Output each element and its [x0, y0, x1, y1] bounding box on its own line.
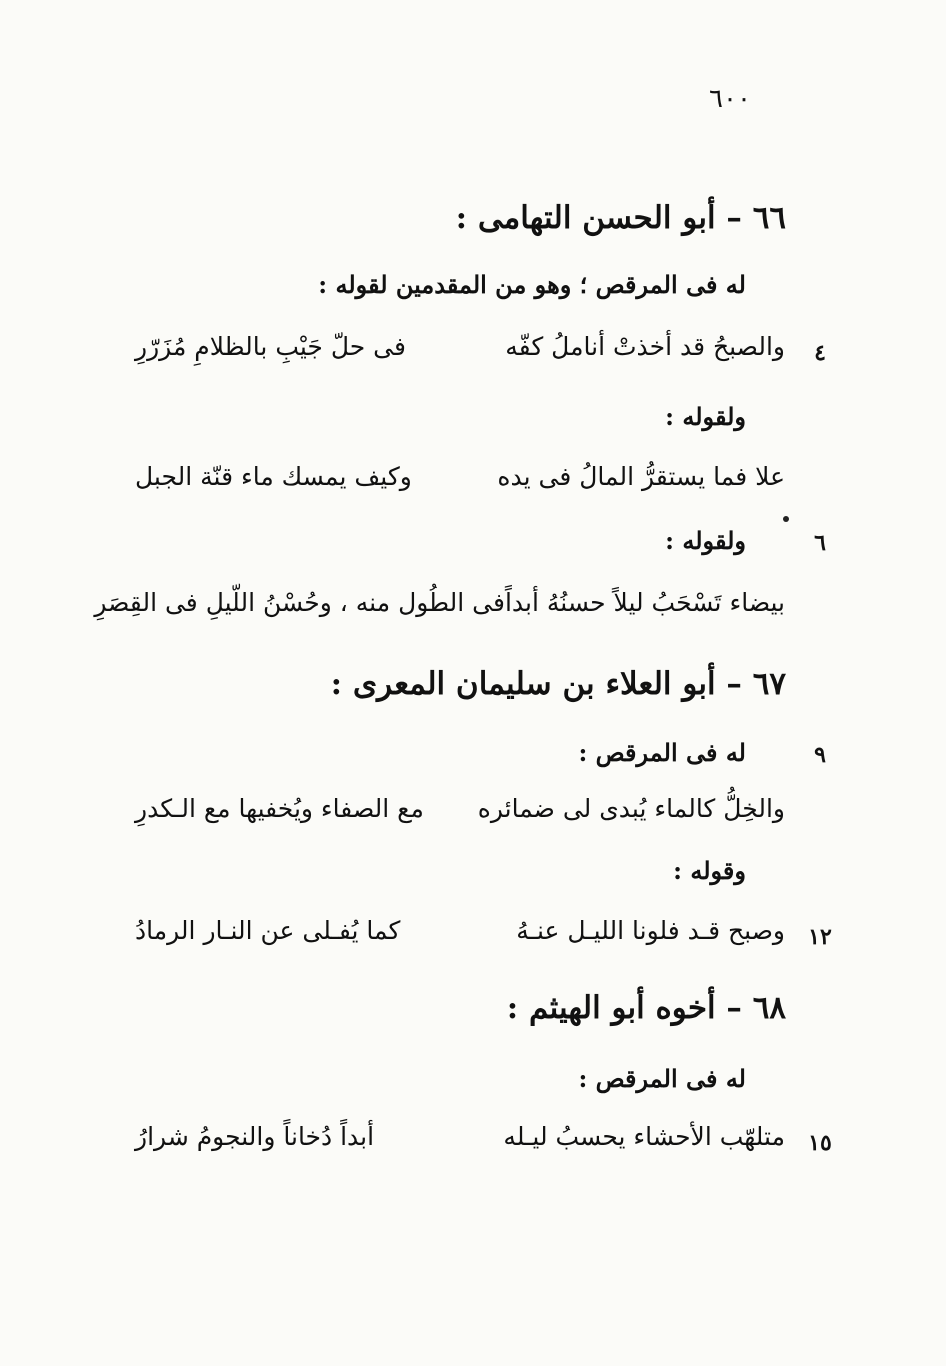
verse-1 — [135, 332, 785, 361]
intro-68: له فى المرقص : — [578, 1064, 746, 1093]
verse-6-second-hemistich: أبداً دُخاناً والنجومُ شرارُ — [135, 1122, 375, 1151]
and-his-saying-3: وقوله : — [673, 856, 746, 885]
section-heading-66: ٦٦ – أبو الحسن التهامى : — [455, 200, 786, 236]
section-heading-67: ٦٧ – أبو العلاء بن سليمان المعرى : — [330, 666, 786, 702]
verse-2-first-hemistich: علا فما يستقرُّ المالُ فى يده — [497, 462, 785, 491]
verse-3-second-hemistich: فى الطُول منه ، وحُسْنُ اللّيلِ فى القِصَرِ — [94, 588, 505, 617]
line-number-6: ٦ — [814, 530, 826, 556]
line-number-15: ١٥ — [808, 1130, 832, 1156]
and-his-saying-1: ولقوله : — [665, 402, 746, 431]
verse-5 — [135, 916, 785, 945]
line-number-12: ١٢ — [808, 924, 832, 950]
line-number-4: ٤ — [814, 340, 826, 366]
verse-4-first-hemistich: والخِلُّ كالماء يُبدى لى ضمائره — [477, 794, 785, 823]
verse-1-first-hemistich: والصبحُ قد أخذتْ أناملُ كفّه — [505, 332, 785, 361]
verse-6-first-hemistich: متلهّب الأحشاء يحسبُ ليـله — [503, 1122, 785, 1151]
verse-5-first-hemistich: وصبح قـد فلونا الليـل عنـهُ — [516, 916, 785, 945]
verse-4 — [135, 794, 785, 823]
line-number-9: ٩ — [814, 742, 826, 768]
verse-2-second-hemistich: وكيف يمسك ماء قنّة الجبل — [135, 462, 412, 491]
intro-66: له فى المرقص ؛ وهو من المقدمين لقوله : — [318, 270, 746, 299]
intro-67: له فى المرقص : — [578, 738, 746, 767]
verse-1-second-hemistich: فى حلّ جَيْبِ بالظلامِ مُزَرّرِ — [135, 332, 406, 361]
verse-6 — [135, 1122, 785, 1151]
verse-5-second-hemistich: كما يُفـلى عن النـار الرمادُ — [135, 916, 401, 945]
and-his-saying-2: ولقوله : — [665, 526, 746, 555]
verse-3 — [94, 588, 785, 617]
margin-mark — [783, 516, 789, 522]
verse-2 — [135, 462, 785, 491]
verse-3-first-hemistich: بيضاء تَسْحَبُ ليلاً حسنُهُ أبداً — [504, 588, 785, 617]
verse-4-second-hemistich: مع الصفاء ويُخفيها مع الـكدرِ — [135, 794, 424, 823]
page-number: ٦٠٠ — [709, 84, 751, 114]
section-heading-68: ٦٨ – أخوه أبو الهيثم : — [506, 990, 786, 1026]
